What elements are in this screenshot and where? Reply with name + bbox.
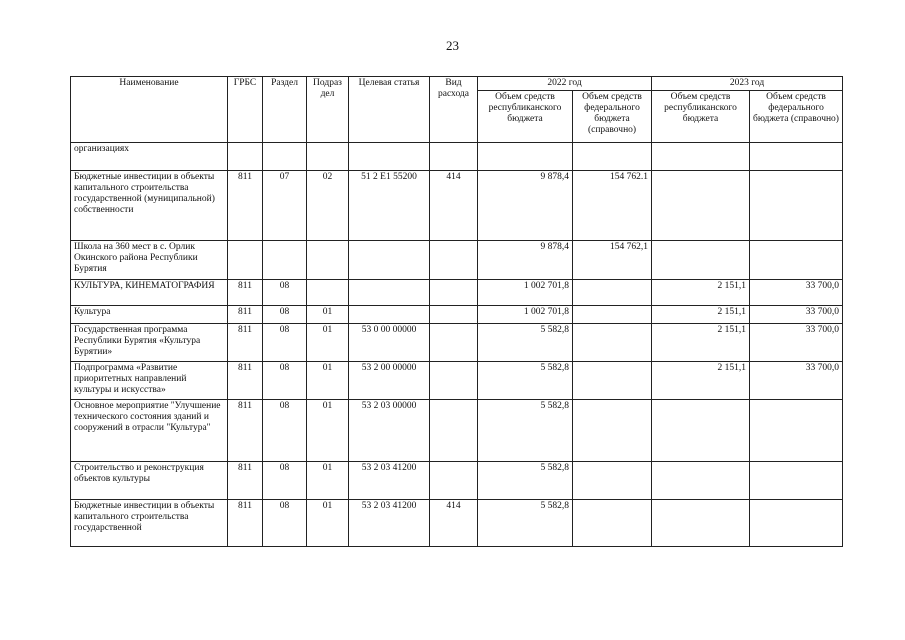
cell-fed2022: 154 762.1: [573, 171, 652, 241]
header-target: Целевая статья: [349, 77, 430, 143]
cell-podrazdel: 01: [307, 500, 349, 547]
cell-target: [349, 306, 430, 324]
cell-grbs: 811: [228, 171, 263, 241]
cell-vid: [430, 280, 478, 306]
cell-podrazdel: 02: [307, 171, 349, 241]
header-rep-2023: Объем средств республиканского бюджета: [652, 91, 750, 143]
cell-name: Основное мероприятие "Улучшение технического состояния зданий и сооружений в отрасли "Культура": [71, 400, 228, 462]
cell-rep2023: [652, 241, 750, 280]
cell-name: Бюджетные инвестиции в объекты капитального строительства государственной: [71, 500, 228, 547]
cell-fed2022: [573, 143, 652, 171]
cell-target: 51 2 E1 55200: [349, 171, 430, 241]
cell-vid: [430, 306, 478, 324]
cell-fed2023: [750, 400, 843, 462]
cell-grbs: 811: [228, 324, 263, 362]
cell-grbs: 811: [228, 462, 263, 500]
cell-rep2023: 2 151,1: [652, 324, 750, 362]
cell-razdel: 08: [263, 400, 307, 462]
cell-vid: [430, 143, 478, 171]
cell-fed2022: [573, 362, 652, 400]
cell-grbs: [228, 143, 263, 171]
table-row: [71, 280, 843, 306]
cell-rep2022: 1 002 701,8: [478, 280, 573, 306]
header-vid: Вид расхода: [430, 77, 478, 143]
cell-vid: 414: [430, 171, 478, 241]
table-row: [71, 400, 843, 462]
cell-razdel: [263, 143, 307, 171]
cell-fed2023: 33 700,0: [750, 280, 843, 306]
cell-podrazdel: [307, 280, 349, 306]
cell-name: КУЛЬТУРА, КИНЕМАТОГРАФИЯ: [71, 280, 228, 306]
cell-grbs: 811: [228, 280, 263, 306]
cell-podrazdel: [307, 241, 349, 280]
header-grbs: ГРБС: [228, 77, 263, 143]
cell-name: Бюджетные инвестиции в объекты капитального строительства государственной (муниципальной) собственности: [71, 171, 228, 241]
cell-podrazdel: [307, 143, 349, 171]
cell-rep2022: 1 002 701,8: [478, 306, 573, 324]
cell-rep2022: [478, 143, 573, 171]
table-body: [71, 143, 843, 547]
cell-fed2022: [573, 500, 652, 547]
cell-vid: [430, 324, 478, 362]
cell-target: 53 2 00 00000: [349, 362, 430, 400]
header-fed-2023: Объем средств федерального бюджета (справочно): [750, 91, 843, 143]
cell-target: [349, 280, 430, 306]
cell-name: Школа на 360 мест в с. Орлик Окинского района Республики Бурятия: [71, 241, 228, 280]
cell-rep2023: [652, 171, 750, 241]
cell-fed2023: [750, 462, 843, 500]
cell-target: 53 0 00 00000: [349, 324, 430, 362]
table-row: [71, 171, 843, 241]
cell-rep2023: [652, 462, 750, 500]
header-rep-2022: Объем средств республиканского бюджета: [478, 91, 573, 143]
cell-razdel: 08: [263, 462, 307, 500]
page-number: 23: [446, 38, 459, 53]
table-row: [71, 241, 843, 280]
table-row: [71, 143, 843, 171]
table-row: [71, 306, 843, 324]
cell-target: 53 2 03 00000: [349, 400, 430, 462]
cell-razdel: 08: [263, 324, 307, 362]
cell-podrazdel: 01: [307, 400, 349, 462]
cell-rep2022: 5 582,8: [478, 400, 573, 462]
cell-razdel: 08: [263, 500, 307, 547]
cell-name: организациях: [71, 143, 228, 171]
cell-grbs: 811: [228, 362, 263, 400]
table-row: [71, 500, 843, 547]
cell-rep2023: [652, 143, 750, 171]
cell-rep2022: 9 878,4: [478, 241, 573, 280]
cell-fed2023: 33 700,0: [750, 324, 843, 362]
cell-fed2022: [573, 462, 652, 500]
cell-name: Государственная программа Республики Бурятия «Культура Бурятии»: [71, 324, 228, 362]
cell-target: 53 2 03 41200: [349, 462, 430, 500]
cell-grbs: 811: [228, 500, 263, 547]
header-podrazdel: Подраз дел: [307, 77, 349, 143]
table-header: [71, 77, 843, 143]
cell-fed2022: [573, 400, 652, 462]
cell-grbs: 811: [228, 306, 263, 324]
cell-razdel: 08: [263, 362, 307, 400]
cell-rep2023: 2 151,1: [652, 362, 750, 400]
header-year-2022: 2022 год: [478, 77, 652, 91]
cell-vid: [430, 462, 478, 500]
cell-target: [349, 241, 430, 280]
cell-grbs: [228, 241, 263, 280]
cell-target: [349, 143, 430, 171]
cell-target: 53 2 03 41200: [349, 500, 430, 547]
cell-razdel: [263, 241, 307, 280]
cell-podrazdel: 01: [307, 462, 349, 500]
header-name: Наименование: [71, 77, 228, 143]
cell-fed2022: 154 762,1: [573, 241, 652, 280]
table-row: [71, 324, 843, 362]
cell-razdel: 08: [263, 280, 307, 306]
cell-name: Подпрограмма «Развитие приоритетных направлений культуры и искусства»: [71, 362, 228, 400]
cell-razdel: 07: [263, 171, 307, 241]
cell-fed2023: [750, 171, 843, 241]
cell-razdel: 08: [263, 306, 307, 324]
cell-fed2022: [573, 306, 652, 324]
header-razdel: Раздел: [263, 77, 307, 143]
budget-table: [70, 76, 843, 547]
cell-vid: [430, 362, 478, 400]
cell-rep2022: 5 582,8: [478, 500, 573, 547]
cell-podrazdel: 01: [307, 324, 349, 362]
table-row: [71, 362, 843, 400]
cell-rep2023: [652, 400, 750, 462]
cell-rep2023: 2 151,1: [652, 280, 750, 306]
cell-fed2022: [573, 280, 652, 306]
header-year-2023: 2023 год: [652, 77, 843, 91]
cell-name: Строительство и реконструкция объектов культуры: [71, 462, 228, 500]
cell-vid: [430, 241, 478, 280]
cell-fed2022: [573, 324, 652, 362]
cell-fed2023: [750, 241, 843, 280]
cell-fed2023: [750, 500, 843, 547]
cell-name: Культура: [71, 306, 228, 324]
cell-podrazdel: 01: [307, 362, 349, 400]
cell-rep2023: 2 151,1: [652, 306, 750, 324]
cell-rep2022: 5 582,8: [478, 462, 573, 500]
cell-fed2023: [750, 143, 843, 171]
cell-fed2023: 33 700,0: [750, 306, 843, 324]
table-row: [71, 462, 843, 500]
cell-rep2022: 9 878,4: [478, 171, 573, 241]
cell-vid: 414: [430, 500, 478, 547]
cell-rep2022: 5 582,8: [478, 362, 573, 400]
cell-rep2022: 5 582,8: [478, 324, 573, 362]
cell-grbs: 811: [228, 400, 263, 462]
cell-vid: [430, 400, 478, 462]
cell-rep2023: [652, 500, 750, 547]
cell-podrazdel: 01: [307, 306, 349, 324]
cell-fed2023: 33 700,0: [750, 362, 843, 400]
header-fed-2022: Объем средств федерального бюджета (справочно): [573, 91, 652, 143]
